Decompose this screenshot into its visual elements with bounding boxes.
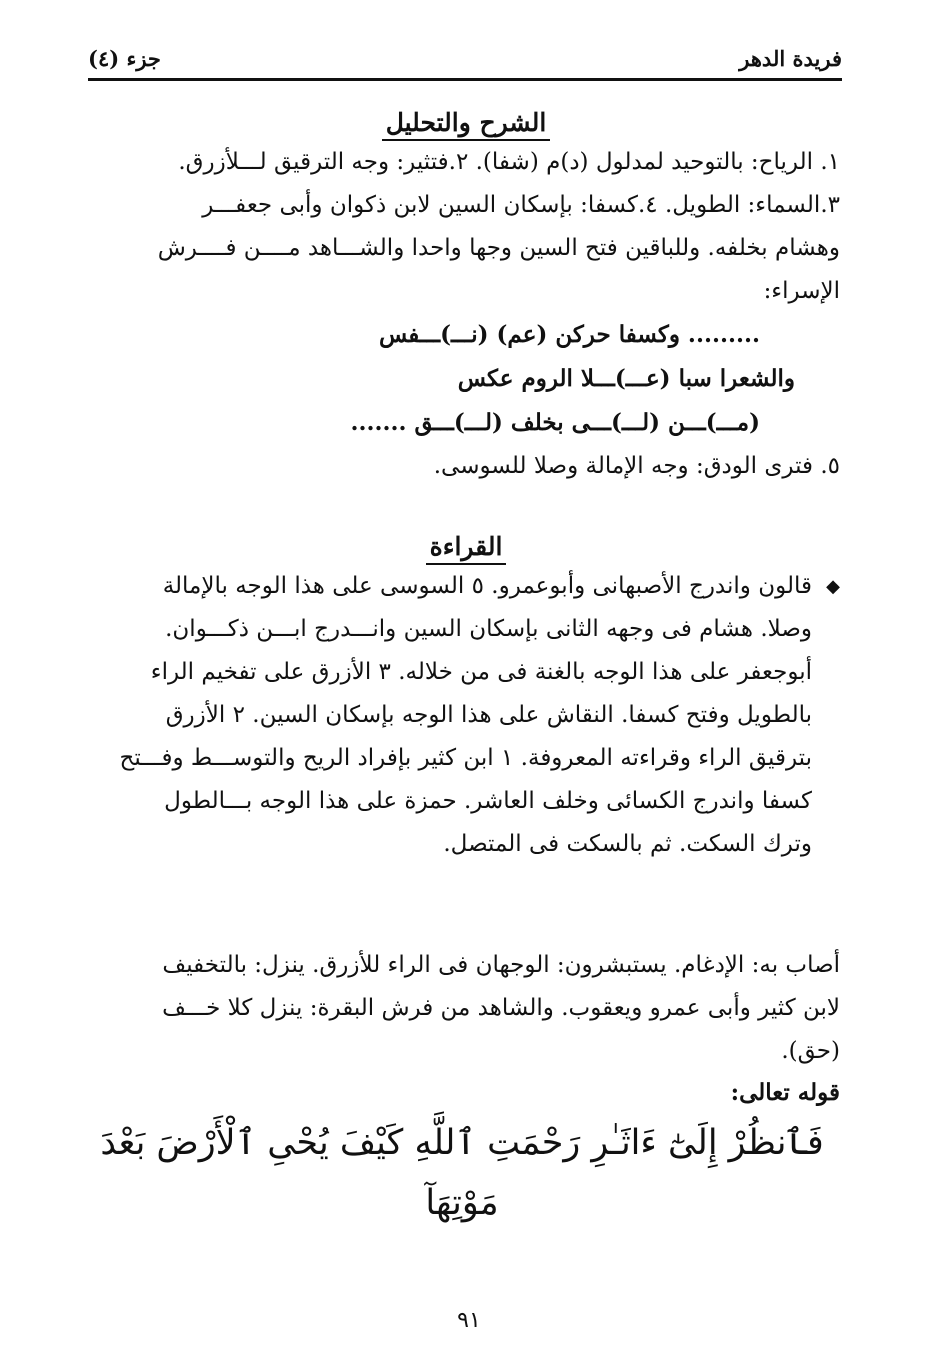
page-number: ٩١ bbox=[457, 1308, 481, 1333]
reading-text bbox=[92, 565, 812, 866]
reading-line: أبوجعفر على هذا الوجه بالغنة فى من خلاله. ٣ الأزرق على تفخيم الراء bbox=[150, 659, 812, 685]
running-header bbox=[88, 40, 842, 76]
next-line: أصاب به: الإدغام. يستبشرون: الوجهان فى الراء للأزرق. ينزل: بالتخفيف bbox=[162, 952, 840, 978]
poem-verse: والشعرا سبا (عـــ)ـــلا الروم عكس bbox=[457, 365, 795, 392]
poem-verse: ......... وكسفا حركن (عم) (نـــ)ـــفس bbox=[378, 321, 760, 348]
next-ayah-section bbox=[84, 944, 840, 1233]
next-line: لابن كثير وأبى عمرو ويعقوب. والشاهد من فرش البقرة: ينزل كلا خـــف bbox=[162, 995, 840, 1021]
diamond-bullet-icon: ◆ bbox=[826, 576, 840, 597]
commentary-line: الإسراء: bbox=[763, 278, 840, 304]
reading-line: قالون واندرج الأصبهانى وأبوعمرو. ٥ السوسى على هذا الوجه بالإمالة bbox=[162, 573, 812, 599]
qawl-label: قوله تعالى: bbox=[730, 1079, 840, 1106]
header-rule bbox=[88, 78, 842, 81]
commentary-section bbox=[92, 108, 840, 488]
commentary-line: وهشام بخلفه. وللباقين فتح السين وجها واحدا والشـــاهد مــــن فــــرش bbox=[157, 235, 840, 261]
commentary-heading: الشرح والتحليل bbox=[92, 108, 840, 137]
commentary-line: ٥. فترى الودق: وجه الإمالة وصلا للسوسى. bbox=[433, 453, 840, 479]
reading-section bbox=[92, 532, 840, 866]
part-label: جزء (٤) bbox=[88, 45, 161, 71]
commentary-line: ١. الرياح: بالتوحيد لمدلول (د)م (شفا). ٢.فتثير: وجه الترقيق لـــلأزرق. bbox=[178, 149, 840, 175]
commentary-line: ٣.السماء: الطويل. ٤.كسفا: بإسكان السين لابن ذكوان وأبى جعفـــر bbox=[202, 192, 840, 218]
book-title: فريدة الدهر bbox=[739, 45, 842, 71]
poem-verse: (مـــ)ـــن (لـــ)ـــى بخلف (لـــ)ـــق ....... bbox=[350, 409, 760, 436]
reading-line: بترقيق الراء وقراءته المعروفة. ١ ابن كثير بإفراد الريح والتوســـط وفـــتح bbox=[119, 745, 812, 771]
reading-bullet-paragraph bbox=[92, 565, 840, 866]
reading-line: وصلا. هشام فى وجهه الثانى بإسكان السين وانـــدرج ابـــن ذكـــوان. bbox=[165, 616, 812, 642]
reading-heading: القراءة bbox=[92, 532, 840, 561]
reading-line: بالطويل وفتح كسفا. النقاش على هذا الوجه بإسكان السين. ٢ الأزرق bbox=[165, 702, 812, 728]
next-line: (حق). bbox=[781, 1038, 840, 1064]
quran-ayah: فَٱنظُرْ إِلَىٰٓ ءَاثَـٰرِ رَحْمَتِ ٱللَّهِ كَيْفَ يُحْىِ ٱلْأَرْضَ بَعْدَ مَوْتِهَآ bbox=[100, 1123, 824, 1223]
reading-line: كسفا واندرج الكسائى وخلف العاشر. حمزة على هذا الوجه بـــالطول bbox=[164, 788, 812, 814]
reading-line: وترك السكت. ثم بالسكت فى المتصل. bbox=[443, 831, 812, 857]
